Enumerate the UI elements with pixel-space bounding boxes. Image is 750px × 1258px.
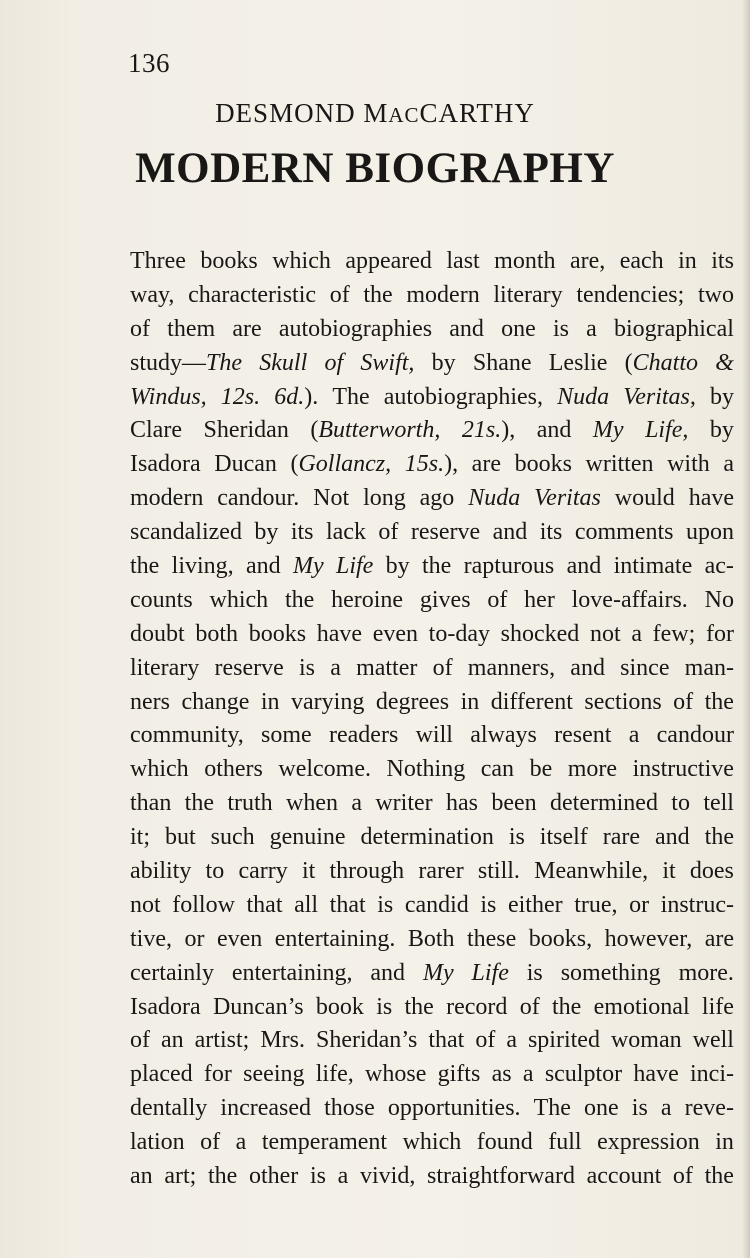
- text-line: the living, and My Life by the rapturous and intimate ac-: [130, 553, 734, 580]
- text-line: it; but such genuine determination is itself rare and the: [130, 824, 734, 851]
- text-line: literary reserve is a matter of manners, and since man-: [130, 654, 734, 681]
- text-line: than the truth when a writer has been determined to tell: [130, 790, 734, 817]
- text-line: Three books which appeared last month are, each in its: [130, 248, 734, 274]
- text-line: Isadora Ducan (Gollancz, 15s.), are books written with a: [130, 451, 734, 478]
- text-line: not follow that all that is candid is either true, or instruc-: [130, 891, 734, 918]
- text-line: scandalized by its lack of reserve and its comments upon: [130, 519, 734, 546]
- page-edge-shadow: [742, 0, 750, 1258]
- article-body: [130, 245, 734, 1194]
- text-line: way, characteristic of the modern literary tendencies; two: [130, 281, 734, 308]
- text-line: ners change in varying degrees in different sections of the: [130, 688, 734, 715]
- text-line: an art; the other is a vivid, straightforward account of the: [130, 1163, 734, 1190]
- text-line: community, some readers will always resent a candour: [130, 722, 734, 749]
- text-line: certainly entertaining, and My Life is something more.: [130, 959, 734, 986]
- text-line: doubt both books have even to-day shocked not a few; for: [130, 620, 734, 647]
- text-line: Clare Sheridan (Butterworth, 21s.), and My Life, by: [130, 417, 734, 444]
- text-line: Isadora Duncan’s book is the record of the emotional life: [130, 993, 734, 1020]
- text-line: counts which the heroine gives of her love-affairs. No: [130, 586, 734, 613]
- text-line: which others welcome. Nothing can be more instructive: [130, 756, 734, 783]
- page-number: 136: [128, 48, 170, 78]
- text-line: ability to carry it through rarer still. Meanwhile, it does: [130, 858, 734, 885]
- text-line: dentally increased those opportunities. The one is a reve-: [130, 1095, 734, 1122]
- text-line: modern candour. Not long ago Nuda Veritas would have: [130, 485, 734, 512]
- text-line: of them are autobiographies and one is a biographical: [130, 315, 734, 342]
- text-line: tive, or even entertaining. Both these books, however, are: [130, 925, 734, 952]
- text-line: of an artist; Mrs. Sheridan’s that of a spirited woman well: [130, 1027, 734, 1054]
- article-author: DESMOND MACCARTHY: [215, 98, 535, 128]
- text-line: Windus, 12s. 6d.). The autobiographies, Nuda Veritas, by: [130, 383, 734, 410]
- text-line: study—The Skull of Swift, by Shane Leslie (Chatto &: [130, 349, 734, 376]
- article-title: MODERN BIOGRAPHY: [135, 145, 615, 192]
- text-line: lation of a temperament which found full expression in: [130, 1129, 734, 1156]
- text-line: placed for seeing life, whose gifts as a sculptor have inci-: [130, 1061, 734, 1088]
